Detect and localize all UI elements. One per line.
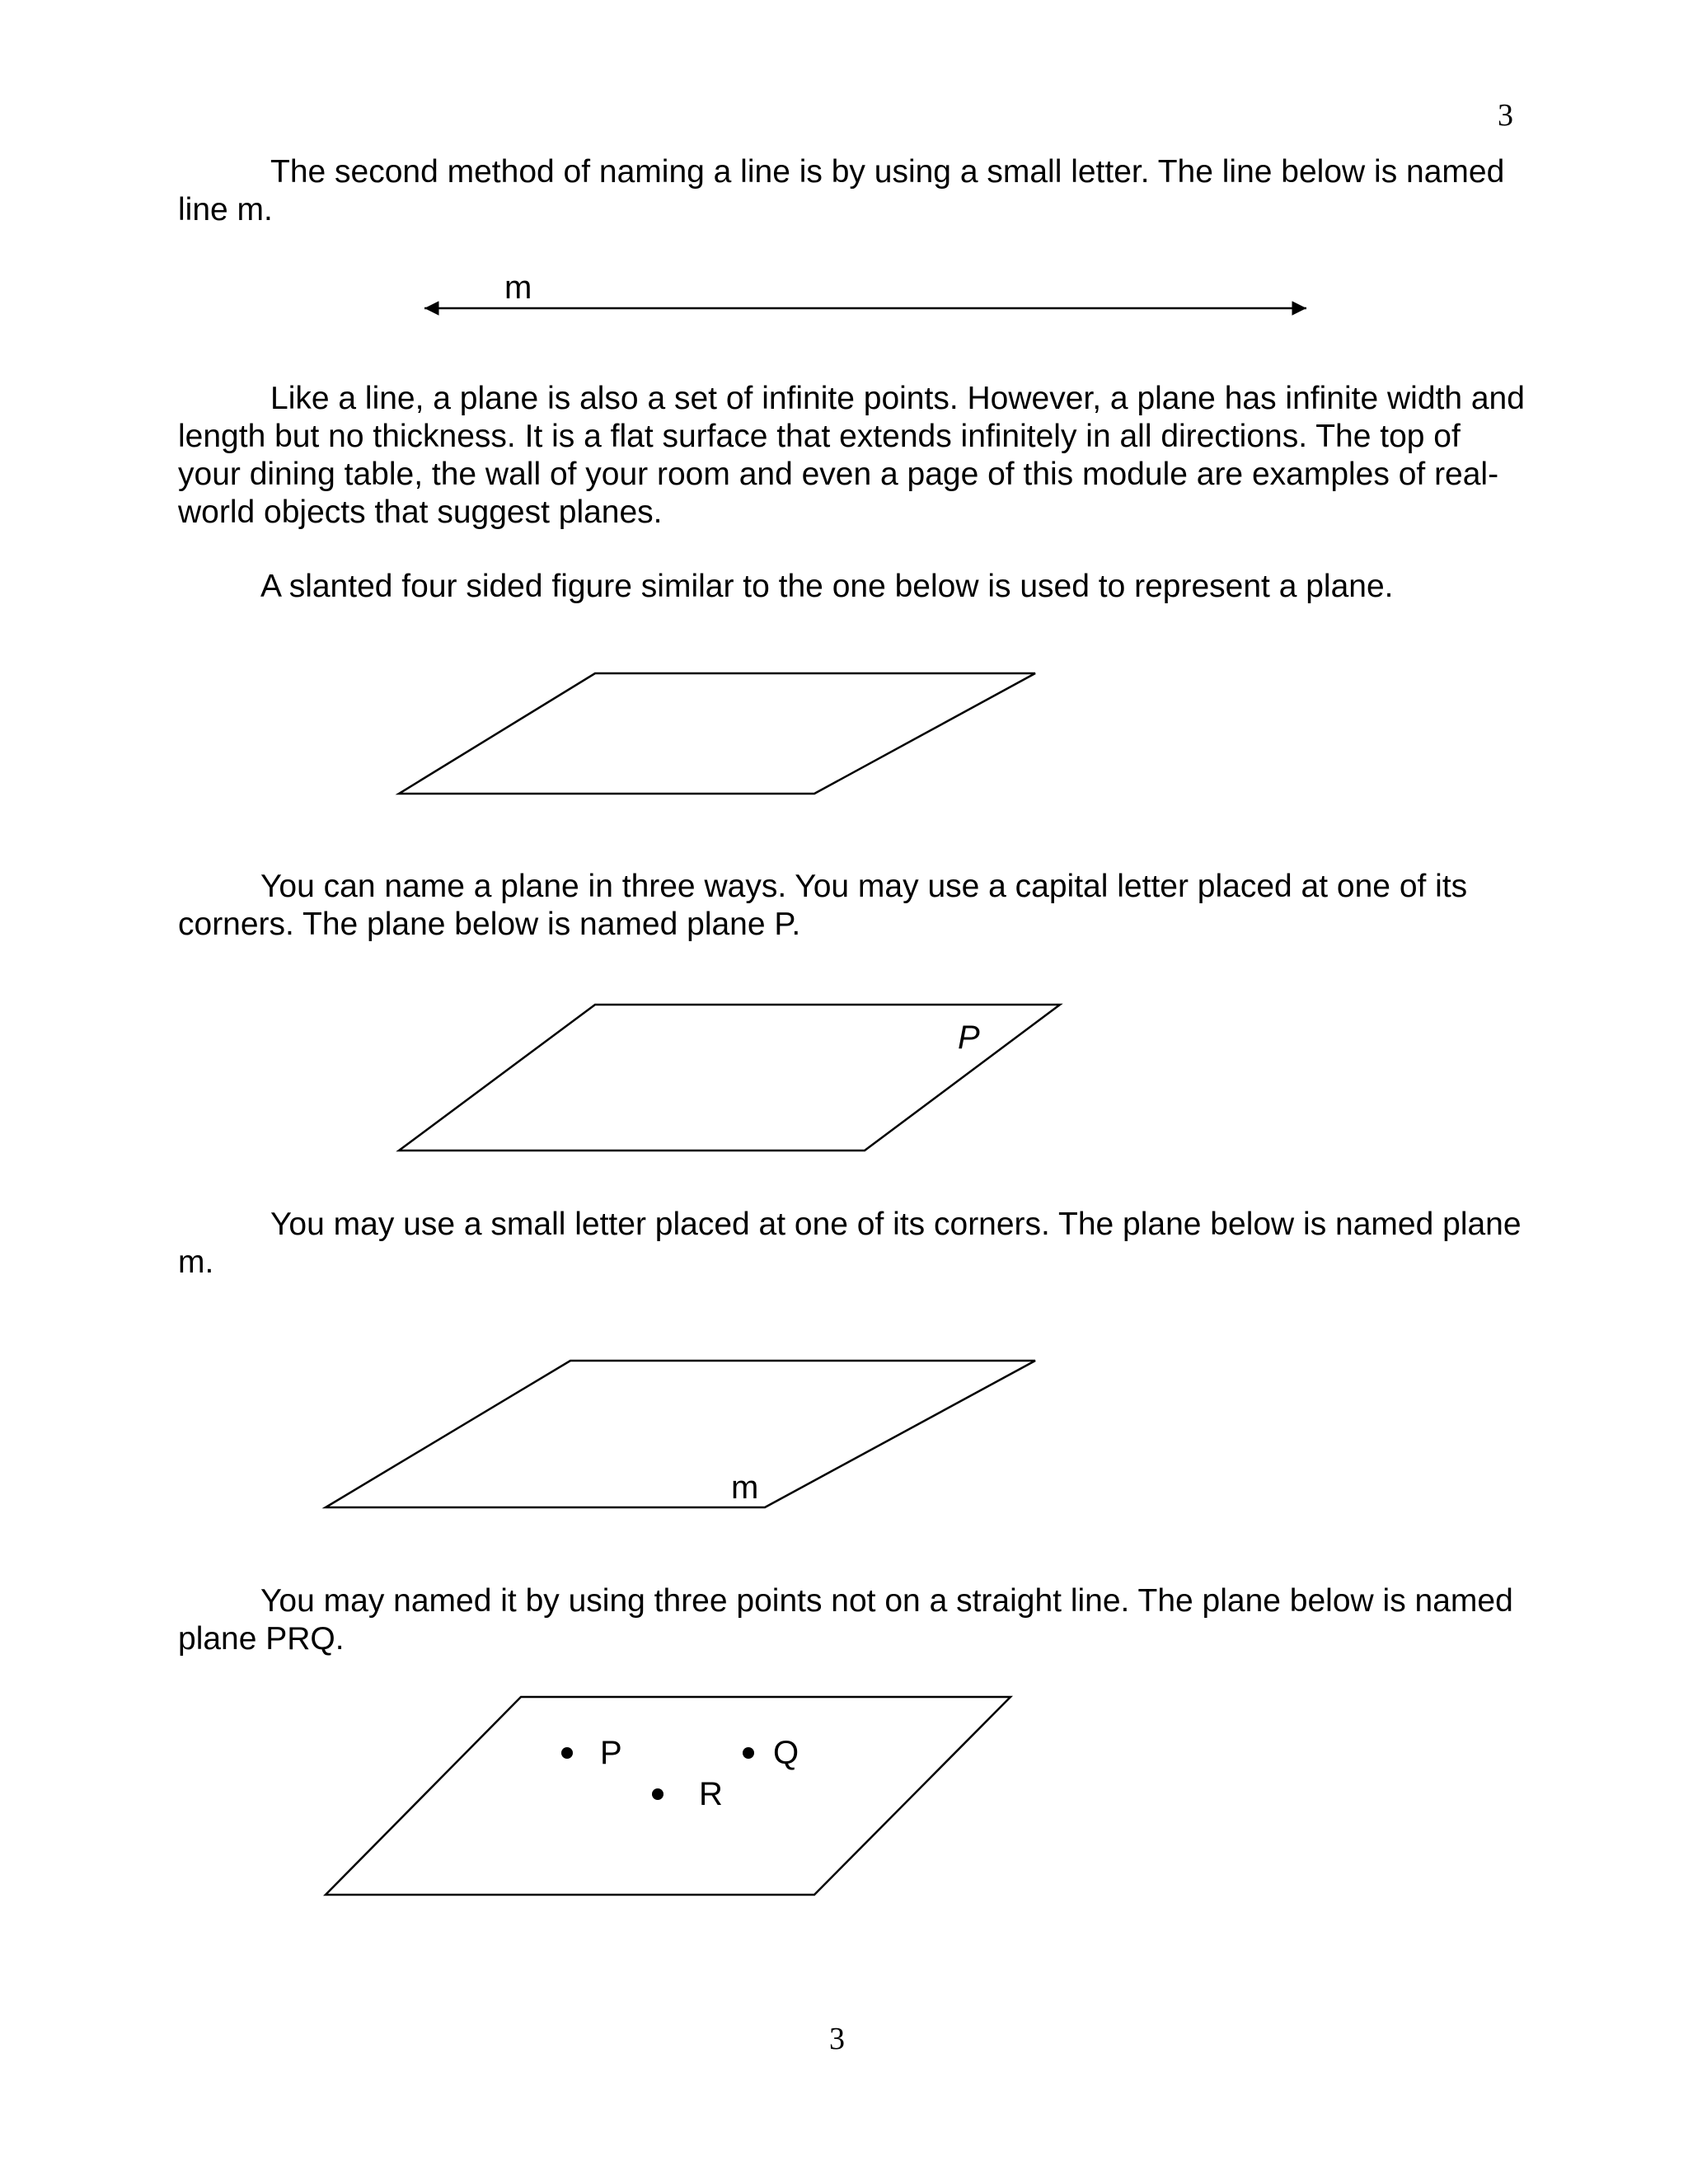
point-p-dot (561, 1747, 573, 1759)
point-r-dot (652, 1788, 663, 1800)
point-r-label: R (699, 1776, 723, 1812)
plane-p-label: P (958, 1019, 980, 1056)
plane-m (326, 1361, 1035, 1507)
plane-prq-figure (326, 1697, 1010, 1895)
page-number-top: 3 (1498, 98, 1513, 133)
line-m-figure (424, 269, 1306, 308)
point-p-label: P (600, 1735, 622, 1771)
plane-prq (326, 1697, 1010, 1895)
paragraph-plane-definition: Like a line, a plane is also a set of infinite points. However, a plane has infinite width and length but no thickness. It is a flat surface that extends infinitely in all directions. The top of your dining table, the wall of your room and even a page of this module are examples of real-world objects that suggest planes. (178, 381, 1525, 530)
plane-p-figure (399, 1005, 1060, 1151)
plane-representation (399, 673, 1035, 794)
paragraph-line-naming: The second method of naming a line is by using a small letter. The line below is named line m. (178, 154, 1505, 227)
plane-m-label: m (731, 1469, 759, 1506)
page-number-bottom: 3 (829, 2022, 845, 2056)
point-q-dot (743, 1747, 754, 1759)
paragraph-plane-three-points: You may named it by using three points not on a straight line. The plane below is named plane PRQ. (178, 1583, 1513, 1657)
line-m-label: m (504, 269, 532, 306)
plane-m-figure (326, 1361, 1035, 1507)
paragraph-plane-representation: A slanted four sided figure similar to the one below is used to represent a plane. (260, 569, 1394, 604)
paragraph-plane-capital-letter: You can name a plane in three ways. You may use a capital letter placed at one of its corners. The plane below is named plane P. (178, 869, 1468, 942)
point-q-label: Q (773, 1735, 799, 1771)
paragraph-plane-small-letter: You may use a small letter placed at one of its corners. The plane below is named plane m. (178, 1207, 1522, 1280)
